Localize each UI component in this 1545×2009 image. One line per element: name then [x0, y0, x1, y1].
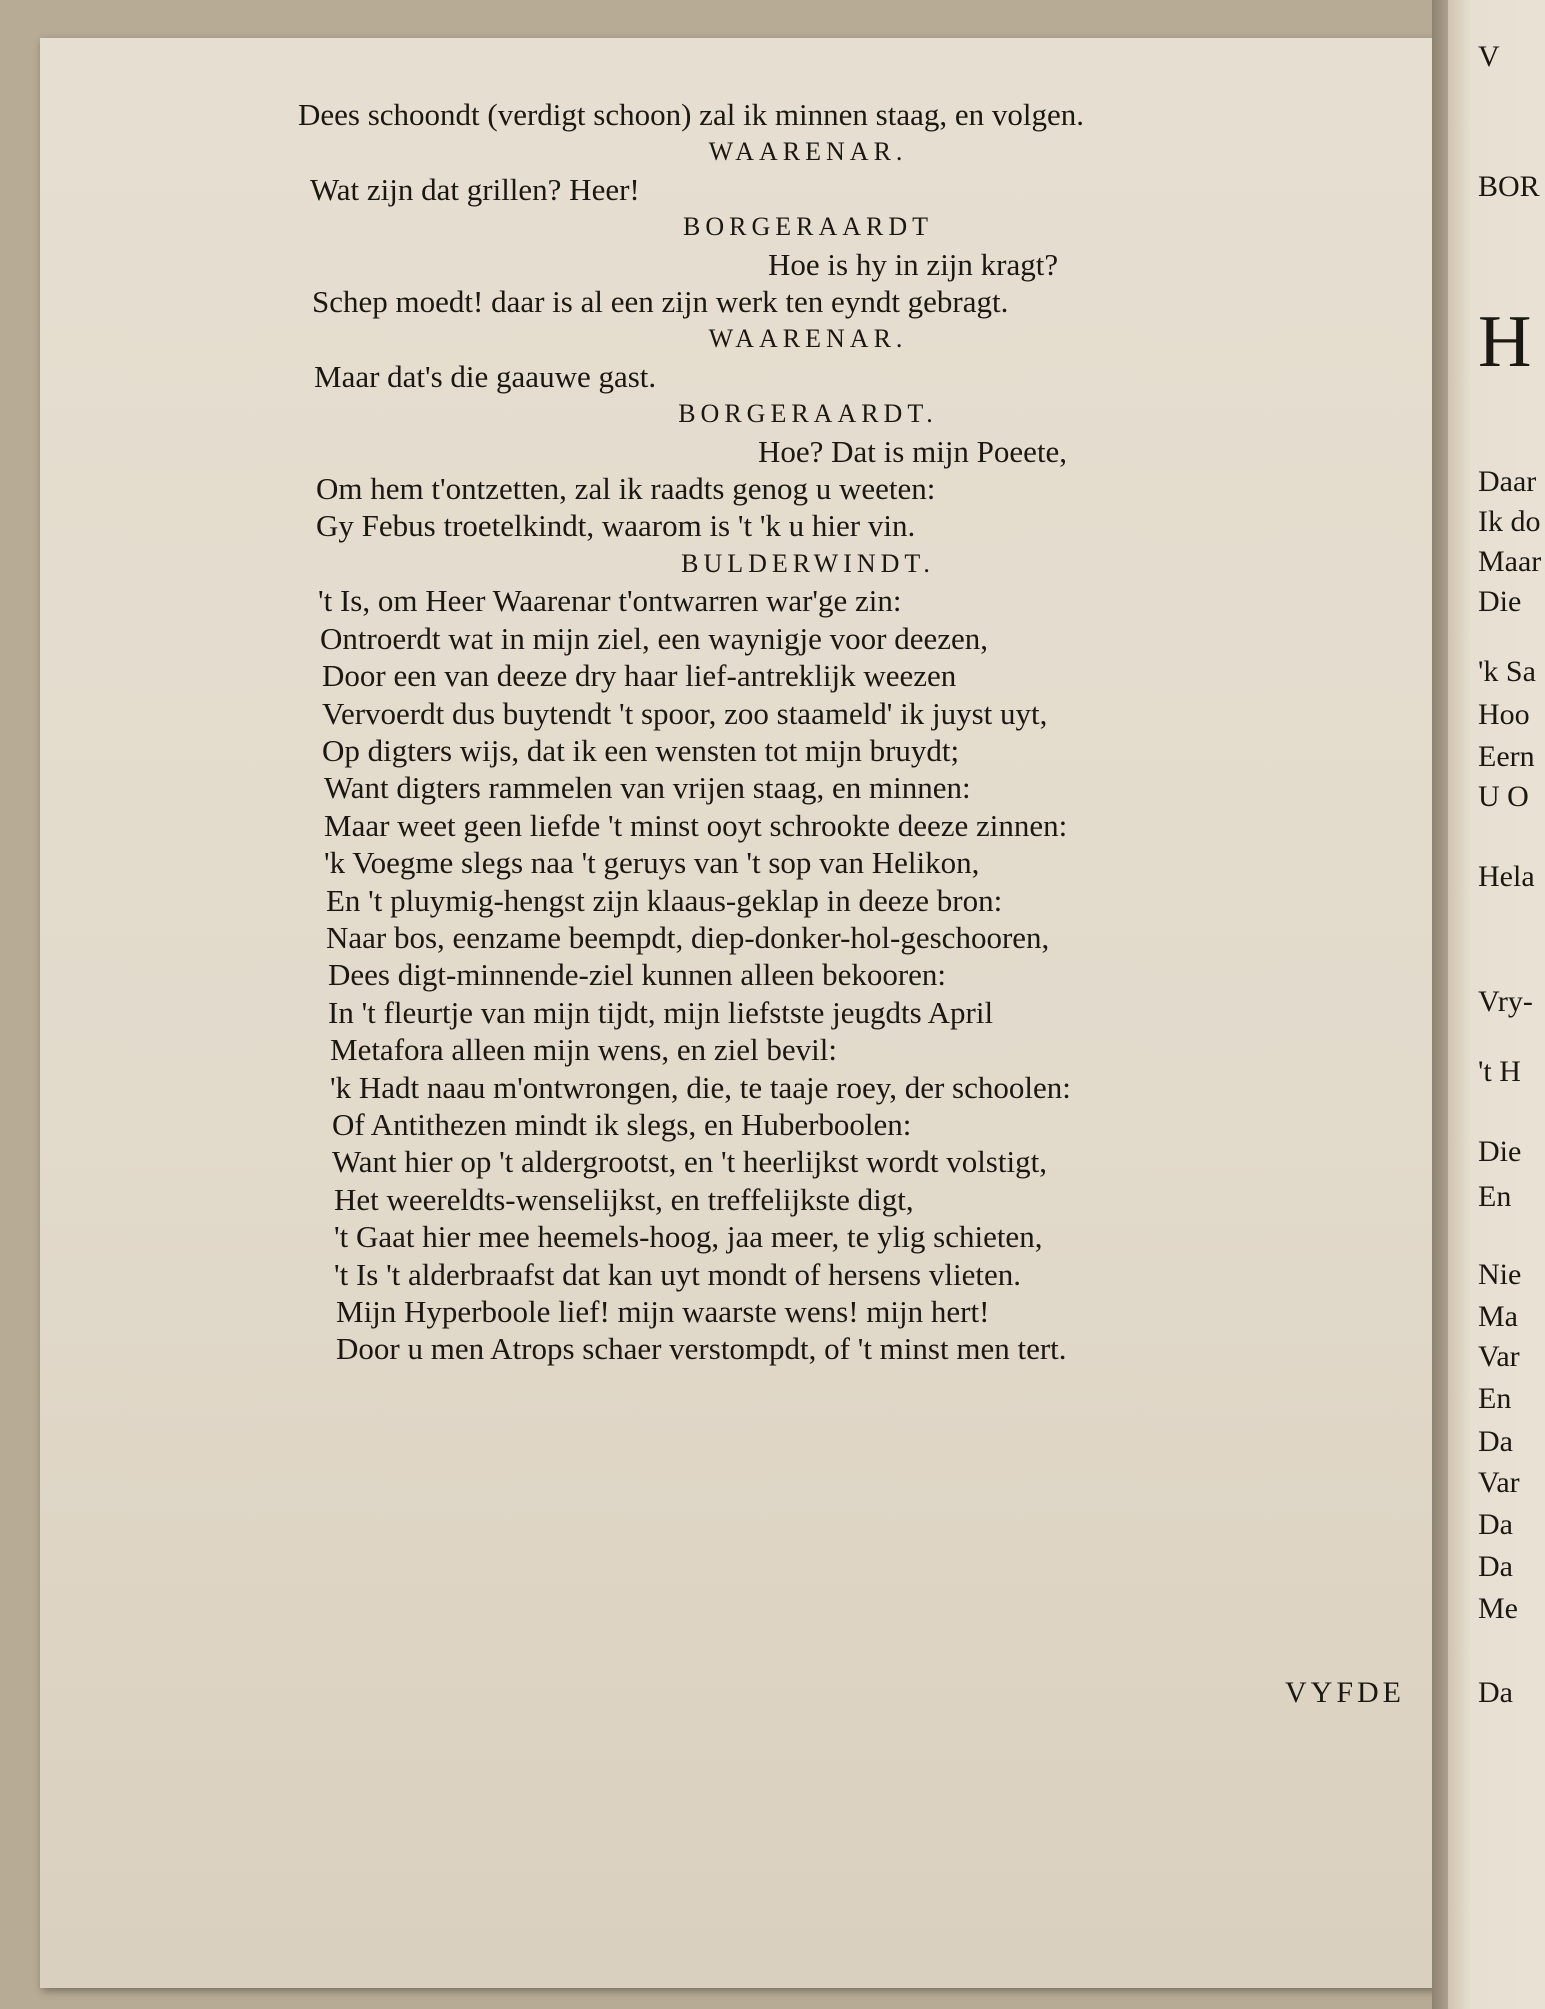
facing-page-fragment: Var — [1478, 1466, 1520, 1499]
facing-page-fragment: Daar — [1478, 465, 1537, 498]
verse-line: Maar dat's die gaauwe gast. — [314, 358, 657, 394]
verse-line: Op digters wijs, dat ik een wensten tot mijn bruydt; — [322, 732, 960, 768]
facing-page-fragment: Die — [1478, 1135, 1522, 1168]
facing-page-fragment: En — [1478, 1180, 1512, 1213]
facing-page-fragment: Da — [1478, 1550, 1513, 1583]
verse-line: 'k Hadt naau m'ontwrongen, die, te taaje roey, der schoolen: — [330, 1069, 1071, 1105]
verse-text-block — [298, 96, 1348, 1368]
facing-page-fragment: Ma — [1478, 1300, 1518, 1333]
facing-page-fragment: Eern — [1478, 740, 1535, 773]
verse-line: Mijn Hyperboole lief! mijn waarste wens! mijn hert! — [336, 1294, 990, 1329]
facing-page-fragment: Me — [1478, 1592, 1518, 1625]
verse-line: Of Antithezen mindt ik slegs, en Huberboolen: — [332, 1106, 912, 1142]
verse-line: Door u men Atrops schaer verstompdt, of 't minst men tert. — [336, 1331, 1067, 1367]
facing-page-fragment: H — [1478, 301, 1532, 383]
verse-line: Gy Febus troetelkindt, waarom is 't 'k u hier vin. — [316, 508, 916, 544]
facing-page-fragment: Hela — [1478, 860, 1535, 893]
speaker-name: BULDERWINDT. — [681, 548, 935, 578]
verse-line: 't Is 't alderbraafst dat kan uyt mondt of hersens vlieten. — [334, 1256, 1021, 1292]
facing-page-fragment: V — [1478, 40, 1500, 73]
facing-page-fragment: En — [1478, 1382, 1512, 1415]
verse-line: Hoe is hy in zijn kragt? — [768, 246, 1059, 282]
verse-line: Schep moedt! daar is al een zijn werk ten eyndt gebragt. — [312, 284, 1009, 320]
speaker-name: BORGERAARDT. — [678, 399, 938, 429]
facing-page-fragment: Vry- — [1478, 985, 1533, 1018]
verse-line: Naar bos, eenzame beempdt, diep-donker-hol-geschooren, — [326, 919, 1050, 955]
facing-page-fragment: Var — [1478, 1340, 1520, 1373]
facing-page-fragment: Nie — [1478, 1258, 1522, 1291]
verse-line: Metafora alleen mijn wens, en ziel bevil: — [330, 1032, 838, 1068]
facing-page-fragment: Maar — [1478, 545, 1542, 578]
facing-page-fragment: 'k Sa — [1478, 655, 1536, 688]
facing-page-fragment: U O — [1478, 780, 1529, 813]
speaker-name: BORGERAARDT — [682, 212, 933, 242]
verse-line: Dees schoondt (verdigt schoon) zal ik minnen staag, en volgen. — [298, 97, 1084, 132]
verse-line: In 't fleurtje van mijn tijdt, mijn liefstste jeugdts April — [328, 994, 994, 1030]
verse-line: Het weereldts-wenselijkst, en treffelijkste digt, — [334, 1181, 914, 1217]
verse-line: 'k Voegme slegs naa 't geruys van 't sop van Helikon, — [324, 845, 980, 881]
verse-line: Wat zijn dat grillen? Heer! — [310, 171, 640, 207]
verse-line: Dees digt-minnende-ziel kunnen alleen bekooren: — [328, 957, 947, 993]
facing-page-fragment: Da — [1478, 1676, 1513, 1709]
verse-line: Ontroerdt wat in mijn ziel, een waynigje voor deezen, — [320, 620, 988, 656]
verse-line: Vervoerdt dus buytendt 't spoor, zoo staameld' ik juyst uyt, — [322, 695, 1048, 731]
facing-page-fragment: BOR — [1478, 170, 1540, 203]
verse-line: 't Is, om Heer Waarenar t'ontwarren war'ge zin: — [318, 583, 902, 619]
catchword: VYFDE — [1285, 1676, 1406, 1709]
speaker-name: WAARENAR. — [708, 324, 908, 354]
verse-line: Om hem t'ontzetten, zal ik raadts genog u weeten: — [316, 471, 936, 507]
facing-page-fragment: Ik do — [1478, 505, 1541, 538]
verse-line: Maar weet geen liefde 't minst ooyt schrookte deeze zinnen: — [324, 807, 1068, 843]
verse-line: Door een van deeze dry haar lief-antreklijk weezen — [322, 658, 957, 694]
verse-line: Want digters rammelen van vrijen staag, en minnen: — [324, 770, 971, 806]
facing-page-fragment: Hoo — [1478, 698, 1530, 731]
verse-line: En 't pluymig-hengst zijn klaaus-geklap in deeze bron: — [326, 882, 1003, 918]
verse-line: Hoe? Dat is mijn Poeete, — [758, 433, 1068, 469]
verse-line: 't Gaat hier mee heemels-hoog, jaa meer, te ylig schieten, — [334, 1219, 1043, 1255]
verse-line: Want hier op 't aldergrootst, en 't heerlijkst wordt volstigt, — [332, 1144, 1047, 1180]
facing-page-fragment: Die — [1478, 585, 1522, 618]
speaker-name: WAARENAR. — [708, 137, 908, 167]
facing-page-fragment: Da — [1478, 1508, 1513, 1541]
facing-page-fragment: 't H — [1478, 1055, 1521, 1088]
facing-page-fragment: Da — [1478, 1425, 1513, 1458]
